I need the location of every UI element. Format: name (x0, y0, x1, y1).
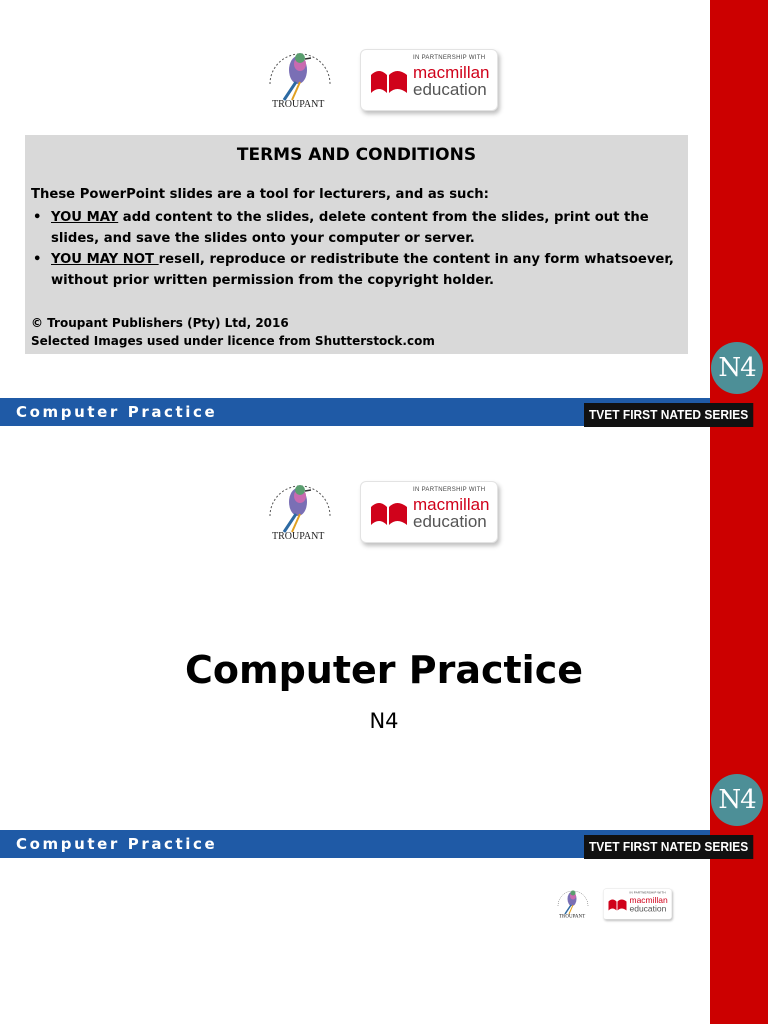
brand-line1: macmillan (413, 63, 490, 82)
brand-line2: education (413, 512, 487, 531)
slide-title (0, 432, 768, 864)
macmillan-mark-icon (369, 499, 409, 527)
partner-line: IN PARTNERSHIP WITH (413, 487, 486, 493)
bullet-icon: • (33, 252, 42, 267)
slide-terms (0, 0, 768, 432)
may-text: add content to the slides, delete content from the slides, print out the slides, and save the slides onto your computer or server. (51, 210, 649, 246)
publisher-name: TROUPANT (559, 913, 586, 919)
terms-list (31, 207, 686, 291)
publisher-name: TROUPANT (272, 531, 325, 542)
terms-item-may (31, 207, 686, 249)
brand-line1: macmillan (413, 495, 490, 514)
macmillan-logo (360, 49, 498, 111)
logo-row (258, 44, 498, 116)
bird-icon (562, 889, 582, 915)
troupant-logo (258, 44, 338, 116)
troupant-logo (258, 476, 338, 548)
images-credit-line: Selected Images used under licence from Shutterstock.com (31, 334, 435, 348)
may-lead: YOU MAY (51, 210, 119, 225)
brand-line2: education (413, 80, 487, 99)
publisher-name: TROUPANT (272, 99, 325, 110)
brand-line2: education (629, 904, 667, 914)
troupant-logo (552, 886, 592, 922)
partner-line: IN PARTNERSHIP WITH (629, 891, 666, 895)
macmillan-logo (360, 481, 498, 543)
slide-subtitle: N4 (369, 709, 399, 733)
level-badge: N4 (711, 342, 763, 394)
level-badge: N4 (711, 774, 763, 826)
brand-line1: macmillan (629, 895, 668, 905)
slide-partial (0, 864, 768, 1024)
terms-intro: These PowerPoint slides are a tool for lecturers, and as such: (31, 187, 489, 202)
terms-heading: TERMS AND CONDITIONS (236, 145, 477, 165)
logo-row-small (552, 886, 672, 922)
logo-row (258, 476, 498, 548)
footer-course: Computer Practice (16, 835, 218, 853)
terms-item-may-not (31, 249, 686, 291)
footer-course: Computer Practice (16, 403, 218, 421)
may-not-text: resell, reproduce or redistribute the content in any form whatsoever, without prior written permission from the copyright holder. (51, 252, 674, 288)
series-label: TVET FIRST NATED SERIES (584, 835, 753, 859)
partner-line: IN PARTNERSHIP WITH (413, 55, 486, 61)
macmillan-logo (603, 889, 672, 920)
macmillan-mark-icon (608, 898, 628, 912)
copyright-line: © Troupant Publishers (Pty) Ltd, 2016 (31, 316, 289, 330)
may-not-lead: YOU MAY NOT (51, 252, 159, 267)
bird-icon (278, 50, 318, 102)
bullet-icon: • (33, 210, 42, 225)
macmillan-mark-icon (369, 67, 409, 95)
series-label: TVET FIRST NATED SERIES (584, 403, 753, 427)
terms-box (25, 135, 688, 354)
bird-icon (278, 482, 318, 534)
red-side-bar (710, 864, 768, 1024)
slide-title-text: Computer Practice (185, 648, 583, 692)
